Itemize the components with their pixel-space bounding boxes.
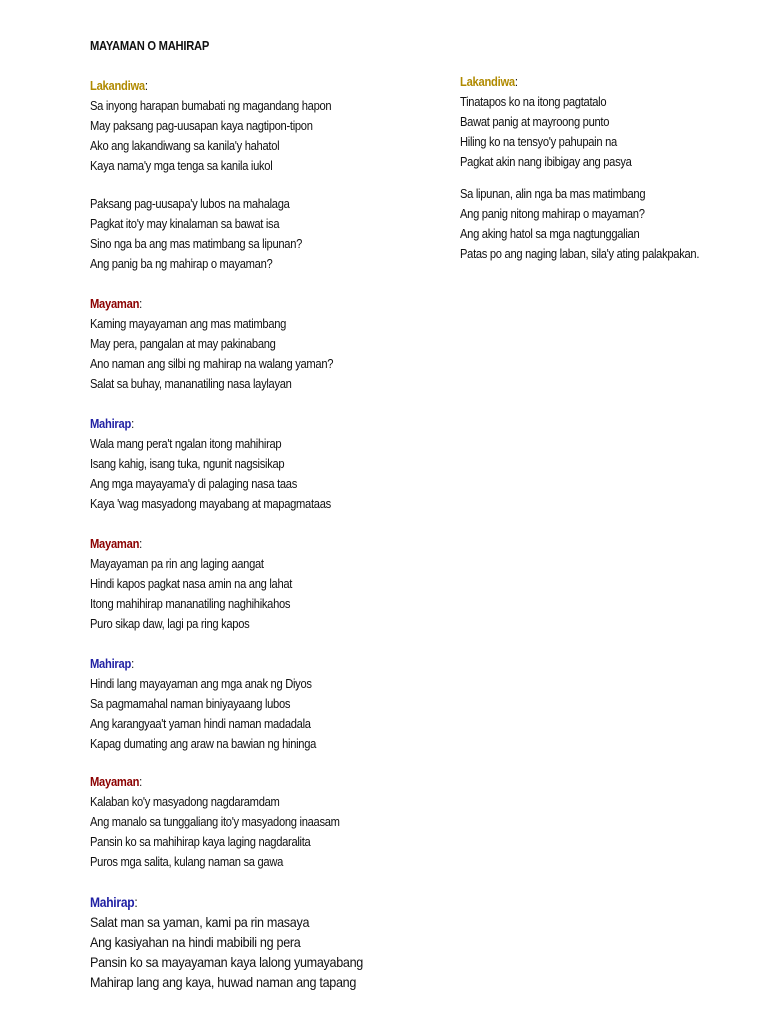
verse-line: Sa pagmamahal naman biniyayaang lubos bbox=[90, 696, 291, 711]
verse-line: Ano naman ang silbi ng mahirap na walang yaman? bbox=[90, 356, 334, 371]
speaker-heading: Mahirap: bbox=[90, 416, 134, 431]
verse-line: Pansin ko sa mahihirap kaya laging nagdaralita bbox=[90, 834, 311, 849]
speaker-heading: Mahirap: bbox=[90, 656, 134, 671]
speaker-heading: Lakandiwa: bbox=[460, 74, 518, 89]
speaker-heading: Mayaman: bbox=[90, 774, 143, 789]
verse-line: Sa lipunan, alin nga ba mas matimbang bbox=[460, 186, 646, 201]
stanza-mayaman-1 bbox=[90, 294, 373, 394]
verse-line: Puro sikap daw, lagi pa ring kapos bbox=[90, 616, 250, 631]
stanza-mahirap-1 bbox=[90, 414, 370, 514]
verse-line: Hiling ko na tensyo'y pahupain na bbox=[460, 134, 617, 149]
verse-line: Kapag dumating ang araw na bawian ng hininga bbox=[90, 736, 317, 751]
verse-line: Patas po ang naging laban, sila'y ating palakpakan. bbox=[460, 246, 700, 261]
verse-line: Ako ang lakandiwang sa kanila'y hahatol bbox=[90, 138, 280, 153]
verse-line: Pagkat akin nang ibibigay ang pasya bbox=[460, 154, 632, 169]
speaker-heading: Mayaman: bbox=[90, 536, 143, 551]
stanza-lakandiwa-3 bbox=[460, 72, 660, 172]
verse-line: Paksang pag-uusapa'y lubos na mahalaga bbox=[90, 196, 290, 211]
verse-line: Puros mga salita, kulang naman sa gawa bbox=[90, 854, 284, 869]
stanza-lakandiwa-1 bbox=[90, 76, 371, 176]
verse-line: Ang panig ba ng mahirap o mayaman? bbox=[90, 256, 273, 271]
document-title: MAYAMAN O MAHIRAP bbox=[90, 38, 210, 53]
verse-line: Bawat panig at mayroong punto bbox=[460, 114, 610, 129]
verse-line: Hindi kapos pagkat nasa amin na ang lahat bbox=[90, 576, 293, 591]
verse-line: Sino nga ba ang mas matimbang sa lipunan? bbox=[90, 236, 303, 251]
verse-line: Hindi lang mayayaman ang mga anak ng Diyos bbox=[90, 676, 312, 691]
verse-line: Tinatapos ko na itong pagtatalo bbox=[460, 94, 607, 109]
verse-line: Kalaban ko'y masyadong nagdaramdam bbox=[90, 794, 280, 809]
speaker-heading: Lakandiwa: bbox=[90, 78, 148, 93]
verse-line: Ang aking hatol sa mga nagtunggalian bbox=[460, 226, 640, 241]
verse-line: Ang manalo sa tunggaliang ito'y masyadong inaasam bbox=[90, 814, 340, 829]
verse-line: Salat sa buhay, mananatiling nasa laylayan bbox=[90, 376, 292, 391]
stanza-mahirap-2 bbox=[90, 654, 353, 754]
verse-line: Kaya 'wag masyadong mayabang at mapagmataas bbox=[90, 496, 331, 511]
verse-line: Wala mang pera't ngalan itong mahihirap bbox=[90, 436, 282, 451]
verse-line: Ang karangyaa't yaman hindi naman madadala bbox=[90, 716, 311, 731]
stanza-mayaman-2 bbox=[90, 534, 325, 634]
stanza-mayaman-3 bbox=[90, 772, 380, 872]
verse-line: Mayayaman pa rin ang laging aangat bbox=[90, 556, 264, 571]
verse-line: Kaya nama'y mga tenga sa kanila iukol bbox=[90, 158, 273, 173]
stanza-lakandiwa-4 bbox=[460, 184, 738, 264]
stanza-mahirap-3 bbox=[90, 892, 393, 992]
verse-line: May pera, pangalan at may pakinabang bbox=[90, 336, 276, 351]
verse-line: Salat man sa yaman, kami pa rin masaya bbox=[90, 914, 310, 930]
verse-line: Ang kasiyahan na hindi mabibili ng pera bbox=[90, 934, 301, 950]
verse-line: Isang kahig, isang tuka, ngunit nagsisikap bbox=[90, 456, 285, 471]
verse-line: Pansin ko sa mayayaman kaya lalong yumayabang bbox=[90, 954, 363, 970]
stanza-lakandiwa-2 bbox=[90, 194, 337, 274]
verse-line: Ang panig nitong mahirap o mayaman? bbox=[460, 206, 645, 221]
verse-line: Itong mahihirap mananatiling naghihikahos bbox=[90, 596, 291, 611]
verse-line: May paksang pag-uusapan kaya nagtipon-tipon bbox=[90, 118, 313, 133]
verse-line: Kaming mayayaman ang mas matimbang bbox=[90, 316, 287, 331]
speaker-heading: Mayaman: bbox=[90, 296, 143, 311]
verse-line: Mahirap lang ang kaya, huwad naman ang tapang bbox=[90, 974, 357, 990]
speaker-heading: Mahirap: bbox=[90, 894, 138, 910]
verse-line: Ang mga mayayama'y di palaging nasa taas bbox=[90, 476, 297, 491]
verse-line: Pagkat ito'y may kinalaman sa bawat isa bbox=[90, 216, 280, 231]
verse-line: Sa inyong harapan bumabati ng magandang hapon bbox=[90, 98, 332, 113]
